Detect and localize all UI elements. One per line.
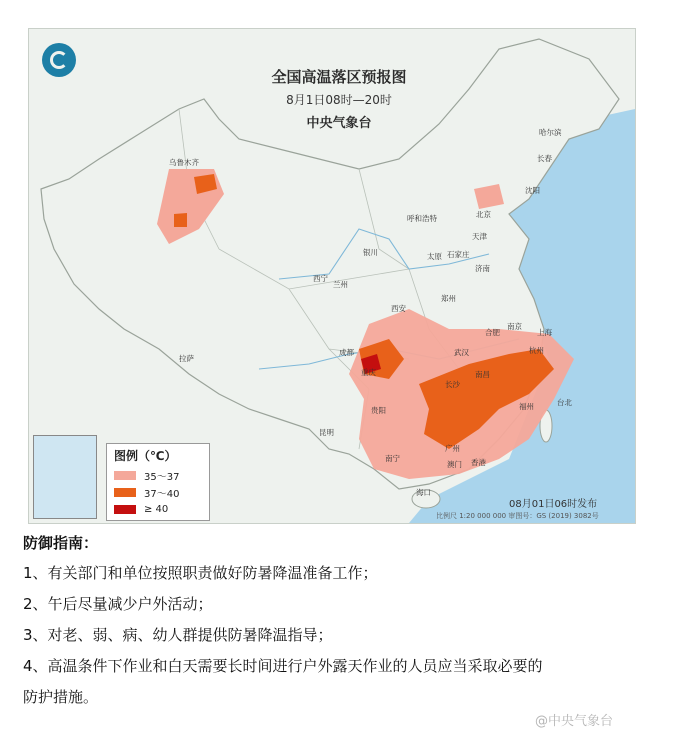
south-china-sea-inset (33, 435, 97, 519)
city-label: 武汉 (454, 348, 469, 357)
legend-label: 35～37 (144, 472, 180, 483)
legend-item (114, 484, 202, 501)
guide-item: 3、对老、弱、病、幼人群提供防暑降温指导； (23, 626, 333, 644)
city-label: 北京 (476, 210, 491, 219)
city-label: 昆明 (319, 428, 334, 437)
guide-item: 防护措施。 (23, 688, 99, 706)
city-label: 兰州 (333, 280, 348, 289)
city-label: 上海 (537, 328, 552, 337)
city-label: 南宁 (385, 454, 400, 463)
legend-label: ≥ 40 (144, 504, 169, 515)
city-label: 长沙 (445, 380, 460, 389)
city-label: 天津 (472, 232, 487, 241)
city-label: 银川 (363, 248, 378, 257)
city-label: 南京 (507, 322, 522, 331)
map-scale: 比例尺 1:20 000 000 审图号：GS (2019) 3082号 (436, 512, 599, 520)
city-label: 长春 (537, 154, 552, 163)
city-label: 香港 (471, 458, 486, 467)
legend-swatch (114, 488, 136, 497)
map-time-range: 8月1日08时—20时 (286, 93, 392, 107)
forecast-map (28, 28, 636, 524)
legend-swatch (114, 471, 136, 480)
city-label: 澳门 (447, 460, 462, 469)
legend-item (114, 501, 202, 518)
city-label: 郑州 (441, 294, 456, 303)
city-label: 呼和浩特 (407, 214, 437, 223)
heat-zone-37-40 (174, 213, 187, 227)
city-label: 合肥 (485, 328, 500, 337)
defense-guide (23, 528, 663, 713)
city-label: 海口 (416, 488, 431, 497)
city-label: 西安 (391, 304, 406, 313)
guide-item: 1、有关部门和单位按照职责做好防暑降温准备工作； (23, 564, 378, 582)
map-title-block (234, 66, 444, 131)
city-label: 济南 (475, 264, 490, 273)
city-label: 南昌 (475, 370, 490, 379)
city-label: 哈尔滨 (539, 128, 562, 137)
legend-item (114, 467, 202, 484)
guide-item: 4、高温条件下作业和白天需要长时间进行户外露天作业的人员应当采取必要的 (23, 657, 543, 675)
city-label: 台北 (557, 398, 572, 407)
cma-logo-icon (42, 43, 76, 77)
legend-title: 图例（℃） (114, 449, 177, 463)
city-label: 广州 (445, 444, 460, 453)
city-label: 贵阳 (371, 406, 386, 415)
city-label: 西宁 (313, 274, 328, 283)
city-label: 成都 (339, 348, 354, 357)
city-label: 石家庄 (447, 250, 470, 259)
city-label: 杭州 (529, 346, 544, 355)
map-legend (106, 443, 210, 521)
city-label: 重庆 (361, 368, 376, 377)
city-label: 福州 (519, 402, 534, 411)
legend-swatch (114, 505, 136, 514)
city-label: 太原 (427, 252, 442, 261)
issue-time: 08月01日06时发布 (509, 499, 598, 510)
city-label: 拉萨 (179, 354, 194, 363)
weibo-watermark: @中央气象台 (535, 714, 614, 729)
guide-item: 2、午后尽量减少户外活动； (23, 595, 213, 613)
city-label: 乌鲁木齐 (169, 158, 199, 167)
map-agency: 中央气象台 (306, 116, 372, 131)
legend-label: 37～40 (144, 489, 180, 500)
guide-heading: 防御指南： (23, 534, 99, 552)
map-title: 全国高温落区预报图 (271, 68, 407, 86)
city-label: 沈阳 (525, 186, 540, 195)
